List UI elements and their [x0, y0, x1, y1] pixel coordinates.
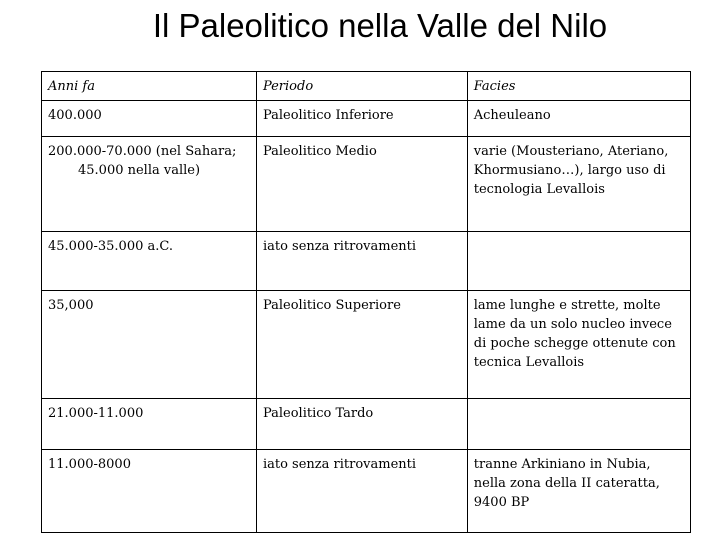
cell-facies: Acheuleano [467, 101, 690, 137]
cell-periodo: Paleolitico Medio [256, 137, 467, 232]
table-row [42, 137, 691, 232]
cell-anni [42, 232, 257, 291]
cell-periodo: iato senza ritrovamenti [256, 450, 467, 533]
anni-text: 11.000-8000 [48, 457, 131, 472]
page-title: Il Paleolitico nella Valle del Nilo [152, 7, 608, 44]
header-periodo: Periodo [256, 72, 467, 101]
cell-facies: varie (Mousteriano, Ateriano, Khormusiano…), largo uso di tecnologia Levallois [467, 137, 690, 232]
anni-text: 35,000 [48, 298, 94, 313]
chronology-table [41, 71, 691, 533]
table-row [42, 101, 691, 137]
cell-anni [42, 450, 257, 533]
cell-periodo: Paleolitico Superiore [256, 291, 467, 399]
header-facies: Facies [467, 72, 690, 101]
cell-facies [467, 232, 690, 291]
table-header-row [42, 72, 691, 101]
cell-anni [42, 101, 257, 137]
cell-periodo: iato senza ritrovamenti [256, 232, 467, 291]
cell-anni [42, 291, 257, 399]
cell-facies [467, 399, 690, 450]
anni-text-continuation: 45.000 nella valle) [78, 163, 201, 178]
cell-facies: lame lunghe e strette, molte lame da un solo nucleo invece di poche schegge ottenute con tecnica Levallois [467, 291, 690, 399]
table-row [42, 232, 691, 291]
cell-facies: tranne Arkiniano in Nubia, nella zona della II cateratta, 9400 BP [467, 450, 690, 533]
table-row [42, 450, 691, 533]
cell-periodo: Paleolitico Inferiore [256, 101, 467, 137]
table-row [42, 399, 691, 450]
table-row [42, 291, 691, 399]
header-anni-fa: Anni fa [42, 72, 257, 101]
cell-periodo: Paleolitico Tardo [256, 399, 467, 450]
anni-text: 400.000 [48, 108, 102, 123]
cell-anni [42, 137, 257, 232]
anni-text: 45.000-35.000 a.C. [48, 239, 173, 254]
anni-text: 200.000-70.000 (nel Sahara; [48, 144, 237, 159]
cell-anni [42, 399, 257, 450]
anni-text: 21.000-11.000 [48, 406, 144, 421]
